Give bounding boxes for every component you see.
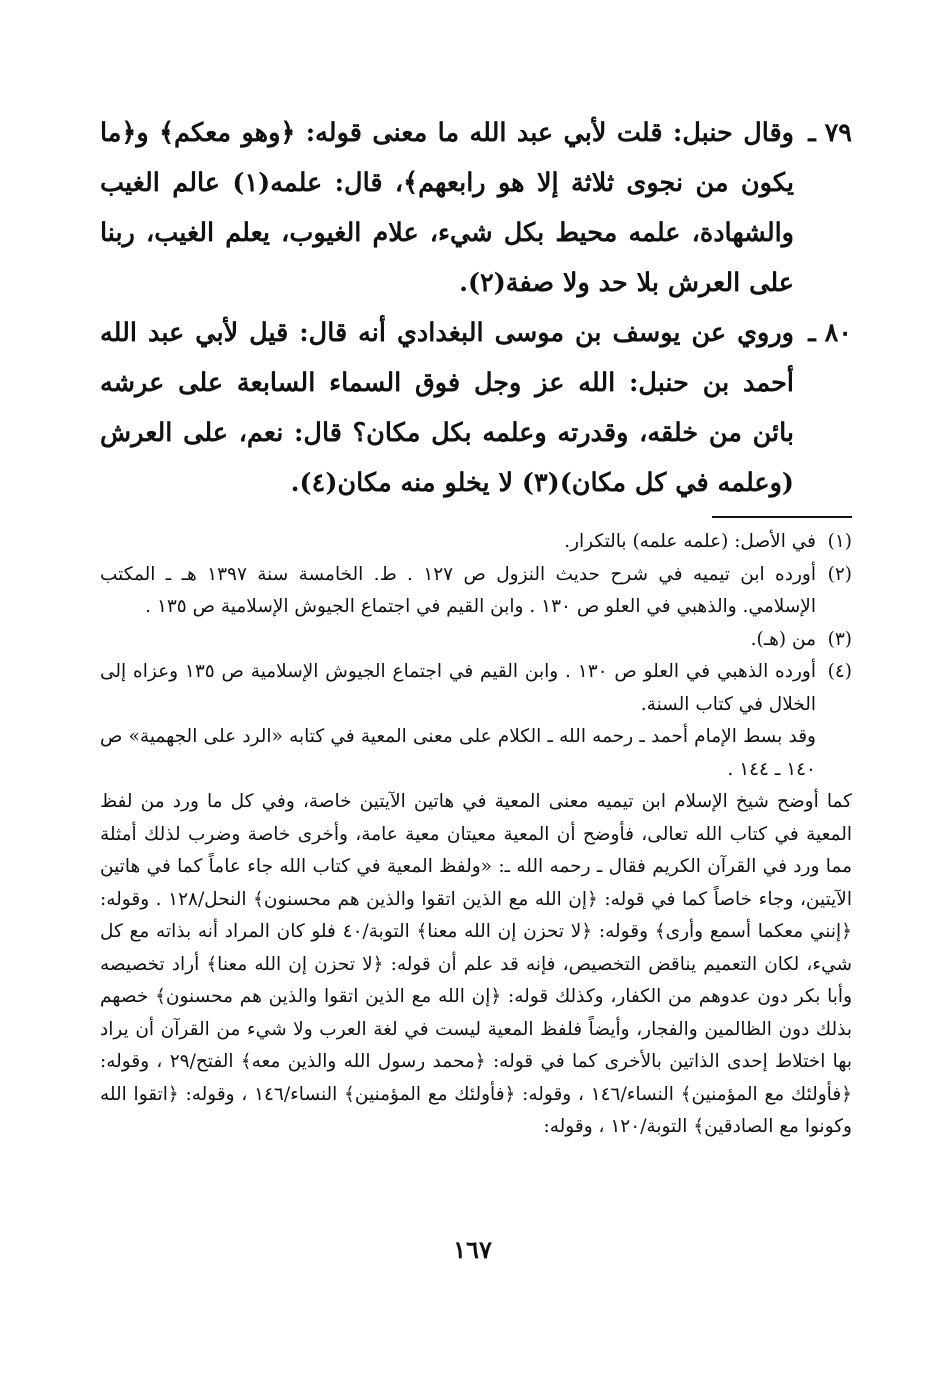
footnote-1 (100, 526, 852, 559)
footnote-number: (٢) (827, 563, 852, 585)
footnote-4 (100, 656, 852, 721)
footnote-paragraph: وقد بسط الإمام أحمد ـ رحمه الله ـ الكلام على معنى المعية في كتابه «الرد على الجهمية» ص ١٤٠ ـ ١٤٤ . (100, 726, 816, 780)
page-content (100, 108, 852, 1144)
entry-number: ٧٩ ـ (808, 118, 852, 148)
footnote-number: (١) (827, 531, 852, 552)
page-number: ١٦٧ (453, 1235, 492, 1264)
footnote-text: أورده ابن تيميه في شرح حديث النزول ص ١٢٧ . ط. الخامسة سنة ١٣٩٧ هـ ـ المكتب الإسلامي. والذهبي في العلو ص ١٣٠ . وابن القيم في اجتماع الجيوش الإسلامية ص ١٣٥ . (100, 563, 816, 617)
footnote-text: أورده الذهبي في العلو ص ١٣٠ . وابن القيم في اجتماع الجيوش الإسلامية ص ١٣٥ وعزاه إلى الخلال في كتاب السنة. (100, 661, 816, 715)
entry-text: وروي عن يوسف بن موسى البغدادي أنه قال: قيل لأبي عبد الله أحمد بن حنبل: الله عز وجل فوق السماء السابعة على عرشه بائن من خلقه، وقدرته وعلمه بكل مكان؟ قال: نعم، على العرش (وعلمه في كل مكان)(٣) لا يخلو منه مكان(٤). (100, 318, 794, 498)
footnote-text: في الأصل: (علمه علمه) بالتكرار. (564, 531, 816, 552)
footnote-2 (100, 559, 852, 624)
entry-79 (100, 108, 852, 308)
entry-text: وقال حنبل: قلت لأبي عبد الله ما معنى قوله: ﴿وهو معكم﴾ و﴿ما يكون من نجوى ثلاثة إلا هو رابعهم﴾، قال: علمه(١) عالم الغيب والشهادة، علمه محيط بكل شيء، علام الغيوب، يعلم الغيب، ربنا على العرش بلا حد ولا صفة(٢). (100, 118, 795, 298)
footnote-3 (100, 624, 852, 657)
footnote-text: من (هـ). (750, 628, 816, 650)
footnote-number: (٣) (827, 628, 852, 650)
entry-80 (100, 308, 852, 508)
footnotes (100, 526, 852, 1144)
entry-number: ٨٠ ـ (808, 318, 852, 348)
footnote-number: (٤) (827, 661, 852, 682)
footnote-paragraph: كما أوضح شيخ الإسلام ابن تيميه معنى المعية في هاتين الآيتين خاصة، وفي كل ما ورد من لفظ المعية في كتاب الله تعالى، فأوضح أن المعية معيتان معية عامة، وأخرى خاصة وضرب لذلك أمثلة مما ورد في القرآن الكريم فقال ـ رحمه الله ـ: «ولفظ المعية في كتاب الله جاء عاماً كما في هاتين الآيتين، وجاء خاصاً كما في قوله: ﴿إن الله مع الذين اتقوا والذين هم محسنون﴾ النحل/١٢٨ . وقوله: ﴿إنني معكما أسمع وأرى﴾ وقوله: ﴿لا تحزن إن الله معنا﴾ التوبة/٤٠ فلو كان المراد أنه بذاته مع كل شيء، لكان التعميم يناقض التخصيص، فإنه قد علم أن قوله: ﴿لا تحزن إن الله معنا﴾ أراد تخصيصه وأبا بكر دون عدوهم من الكفار، وكذلك قوله: ﴿إن الله مع الذين اتقوا والذين هم محسنون﴾ خصهم بذلك دون الظالمين والفجار، وأيضاً فلفظ المعية ليست في لغة العرب ولا شيء من القرآن أن يراد بها اختلاط إحدى الذاتين بالأخرى كما في قوله: ﴿محمد رسول الله والذين معه﴾ الفتح/٢٩ ، وقوله: ﴿فأولئك مع المؤمنين﴾ النساء/١٤٦ ، وقوله: ﴿فأولئك مع المؤمنين﴾ النساء/١٤٦ ، وقوله: ﴿اتقوا الله وكونوا مع الصادقين﴾ التوبة/١٢٠ ، وقوله: (100, 791, 853, 1137)
footnote-divider (712, 516, 852, 518)
